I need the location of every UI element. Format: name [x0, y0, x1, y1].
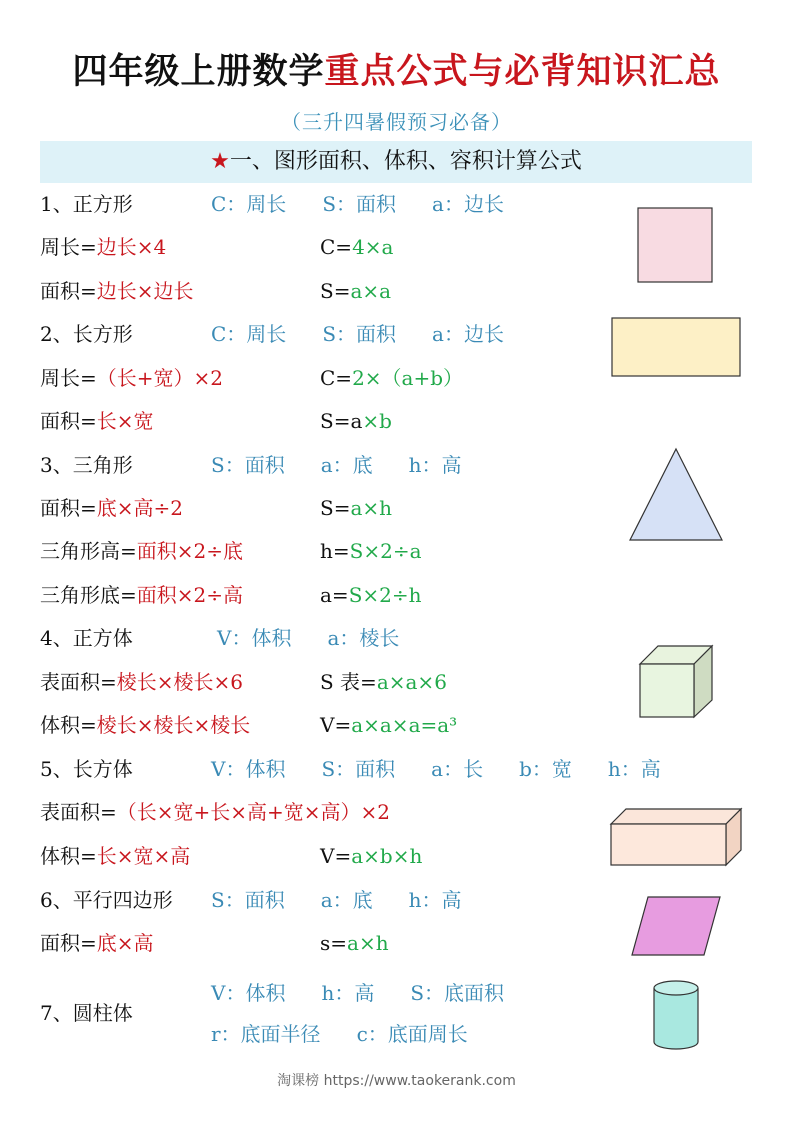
legend-item: b：宽 — [519, 757, 572, 781]
symbol-row — [320, 581, 422, 609]
symbol-row — [320, 407, 392, 435]
formula-label: 面积= — [40, 496, 97, 520]
symbol-label: S= — [320, 279, 351, 303]
symbol-row — [320, 494, 392, 522]
title-black: 四年级上册数学 — [72, 52, 325, 92]
formula-row — [40, 233, 166, 261]
legend-item: a：边长 — [432, 192, 504, 216]
parallelogram-legend — [211, 886, 498, 914]
cuboid-heading: 5、长方体 — [40, 757, 133, 781]
symbol-label: a= — [320, 583, 349, 607]
symbol-label: S= — [320, 496, 351, 520]
formula-text: 底×高÷2 — [96, 496, 184, 520]
square-legend — [211, 190, 540, 218]
triangle-heading: 3、三角形 — [40, 453, 133, 477]
legend-item: V：体积 — [217, 626, 292, 650]
formula-row — [40, 581, 243, 609]
formula-text: （长+宽）×2 — [96, 366, 224, 390]
legend-item: a：边长 — [432, 322, 504, 346]
formula-row — [40, 668, 243, 696]
legend-item: h：高 — [408, 888, 462, 912]
formula-row — [40, 842, 190, 870]
symbol-formula: 2×（a+b） — [352, 366, 464, 390]
symbol-formula: S×2÷a — [349, 539, 422, 563]
legend-item: S：面积 — [322, 322, 397, 346]
formula-text: 面积×2÷高 — [136, 583, 244, 607]
formula-row — [40, 494, 183, 522]
formula-row — [40, 407, 154, 435]
symbol-label: V= — [320, 844, 352, 868]
formula-label: 表面积= — [40, 670, 117, 694]
legend-item: c：底面周长 — [356, 1022, 468, 1046]
symbol-row — [320, 233, 393, 261]
legend-item: a：长 — [431, 757, 484, 781]
square-heading: 1、正方形 — [40, 192, 133, 216]
triangle-legend — [211, 451, 498, 479]
formula-row — [40, 798, 390, 826]
legend-item: a：底 — [320, 888, 373, 912]
formula-label: 周长= — [40, 366, 97, 390]
legend-item: S：面积 — [211, 888, 285, 912]
formula-row — [40, 277, 194, 305]
formula-text: 边长×4 — [96, 235, 167, 259]
symbol-row — [320, 364, 463, 392]
cube-heading: 4、正方体 — [40, 626, 133, 650]
legend-item: a：棱长 — [327, 626, 400, 650]
legend-item: C：周长 — [211, 192, 287, 216]
symbol-label: h= — [320, 539, 350, 563]
parallelogram-heading: 6、平行四边形 — [40, 888, 173, 912]
cylinder-shape — [650, 978, 702, 1054]
symbol-label: s= — [320, 931, 348, 955]
symbol-formula: a×a×a=a³ — [351, 713, 458, 737]
formula-row — [40, 364, 223, 392]
symbol-row — [320, 277, 391, 305]
formula-row — [40, 929, 154, 957]
cuboid-shape — [608, 806, 744, 868]
cube-shape — [636, 642, 716, 720]
rectangle-heading: 2、长方形 — [40, 322, 133, 346]
formula-label: 面积= — [40, 931, 97, 955]
formula-text: 棱长×棱长×6 — [116, 670, 244, 694]
symbol-label: S 表= — [320, 670, 377, 694]
symbol-formula: a×h — [350, 496, 393, 520]
legend-item: S：底面积 — [410, 981, 505, 1005]
symbol-row — [320, 711, 457, 739]
cube-legend — [217, 624, 435, 652]
triangle-shape — [626, 446, 726, 544]
square-shape — [636, 206, 716, 286]
symbol-label: C= — [320, 235, 353, 259]
symbol-label: S=a — [320, 409, 363, 433]
legend-item: h：高 — [607, 757, 661, 781]
formula-label: 面积= — [40, 279, 97, 303]
formula-text: （长×宽+长×高+宽×高）×2 — [116, 800, 391, 824]
symbol-row — [320, 668, 447, 696]
footer-source: 淘课榜 https://www.taokerank.com — [277, 1073, 516, 1089]
symbol-row — [320, 537, 422, 565]
symbol-row — [320, 929, 389, 957]
legend-item: S：面积 — [321, 757, 396, 781]
symbol-formula: a×h — [347, 931, 389, 955]
legend-item: a：底 — [320, 453, 373, 477]
symbol-label: V= — [320, 713, 352, 737]
cylinder-heading: 7、圆柱体 — [40, 1001, 133, 1025]
rectangle-legend — [211, 320, 540, 348]
legend-item: S：面积 — [322, 192, 397, 216]
legend-item: h：高 — [408, 453, 462, 477]
formula-text: 面积×2÷底 — [136, 539, 244, 563]
formula-label: 三角形底= — [40, 583, 137, 607]
legend-item: V：体积 — [211, 757, 286, 781]
legend-item: h：高 — [321, 981, 375, 1005]
formula-label: 表面积= — [40, 800, 117, 824]
formula-row — [40, 537, 243, 565]
formula-label: 面积= — [40, 409, 97, 433]
cylinder-legend-1 — [211, 979, 540, 1007]
symbol-formula: ×b — [362, 409, 392, 433]
symbol-formula: a×b×h — [351, 844, 423, 868]
symbol-row — [320, 842, 422, 870]
formula-text: 边长×边长 — [96, 279, 194, 303]
formula-row — [40, 711, 250, 739]
section-header — [40, 141, 752, 183]
formula-text: 底×高 — [96, 931, 154, 955]
star-icon: ★ — [210, 149, 230, 174]
formula-label: 周长= — [40, 235, 97, 259]
cylinder-legend-2 — [211, 1020, 504, 1048]
page-title — [0, 44, 793, 94]
symbol-formula: a×a×6 — [376, 670, 447, 694]
legend-item: C：周长 — [211, 322, 287, 346]
symbol-formula: 4×a — [352, 235, 394, 259]
formula-label: 三角形高= — [40, 539, 137, 563]
section-title: 一、图形面积、体积、容积计算公式 — [229, 149, 582, 174]
formula-text: 长×宽 — [96, 409, 154, 433]
legend-item: S：面积 — [211, 453, 285, 477]
legend-item: r：底面半径 — [211, 1022, 321, 1046]
cuboid-legend — [211, 755, 661, 783]
symbol-formula: S×2÷h — [348, 583, 422, 607]
title-red: 重点公式与必背知识汇总 — [324, 52, 721, 92]
symbol-formula: a×a — [350, 279, 392, 303]
formula-label: 体积= — [40, 844, 97, 868]
parallelogram-shape — [628, 894, 724, 958]
symbol-label: C= — [320, 366, 353, 390]
legend-item: V：体积 — [211, 981, 286, 1005]
formula-text: 棱长×棱长×棱长 — [96, 713, 251, 737]
rectangle-shape — [610, 316, 744, 380]
formula-text: 长×宽×高 — [96, 844, 191, 868]
formula-label: 体积= — [40, 713, 97, 737]
page-subtitle: （三升四暑假预习必备） — [281, 110, 512, 134]
